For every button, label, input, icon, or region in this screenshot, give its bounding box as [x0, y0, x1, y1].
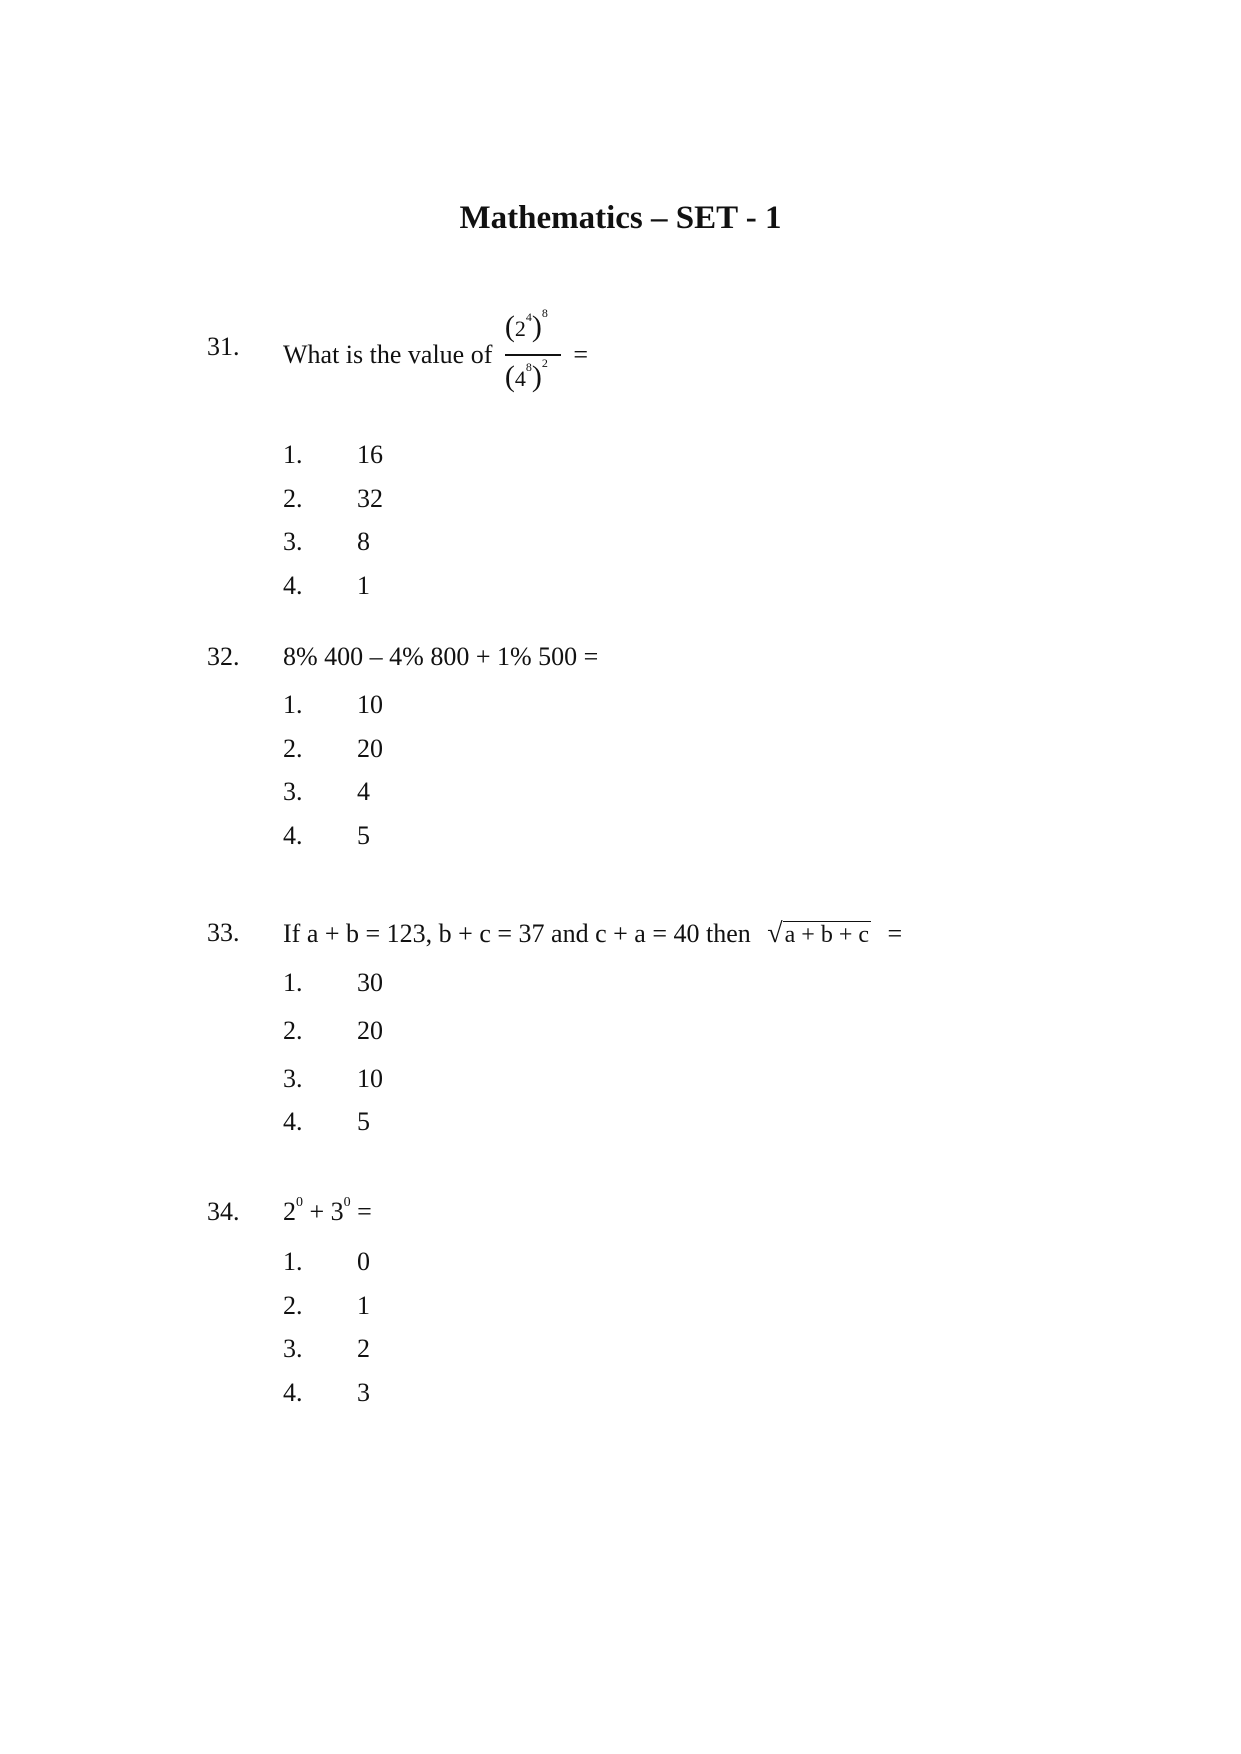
question-31: [207, 306, 1107, 614]
question-32: [207, 642, 1107, 864]
question-text: What is the value of $\frac{(2^4)^8}{(4^8)^2}$ =: [283, 310, 588, 400]
option-1[interactable]: 1. 16: [283, 440, 383, 469]
option-1[interactable]: 1. 30: [283, 968, 383, 997]
option-3[interactable]: 3. 10: [283, 1063, 383, 1093]
option-4[interactable]: 4. 5: [283, 1107, 370, 1136]
page-title: Mathematics – SET - 1: [459, 200, 782, 236]
option-3[interactable]: 3. 4: [283, 777, 370, 806]
fraction-bar: [505, 354, 561, 356]
option-1[interactable]: 1. 10: [283, 690, 383, 719]
question-33: [207, 918, 1107, 1151]
option-4[interactable]: 4. 1: [283, 570, 370, 600]
question-number: 34.: [207, 1197, 240, 1226]
option-4[interactable]: 4. 5: [283, 820, 370, 850]
question-text: If a + b = 123, b + c = 37 and c + a = 40 then √a + b + c =: [283, 918, 903, 949]
question-text: 8% 400 – 4% 800 + 1% 500 =: [283, 642, 599, 671]
question-number: 32.: [207, 642, 240, 671]
question-text: $2^0 + 3^0$ =: [283, 1195, 372, 1226]
sqrt-icon: √: [767, 918, 783, 949]
question-34: [207, 1197, 1107, 1421]
question-number: 31.: [207, 332, 240, 361]
option-3[interactable]: 3. 8: [283, 527, 370, 556]
option-4[interactable]: 4. 3: [283, 1377, 370, 1407]
option-2[interactable]: 2. 32: [283, 483, 383, 513]
option-2[interactable]: 2. 20: [283, 733, 383, 763]
question-number: 33.: [207, 918, 240, 947]
option-2[interactable]: 2. 1: [283, 1290, 370, 1320]
option-1[interactable]: 1. 0: [283, 1247, 370, 1276]
option-3[interactable]: 3. 2: [283, 1334, 370, 1363]
square-root-expression: √a + b + c: [767, 918, 870, 949]
fraction-numerator: $(2^4)^8$: [504, 306, 548, 343]
fraction-expression: [504, 306, 561, 400]
fraction-denominator: $(4^8)^2$: [504, 356, 548, 393]
option-2[interactable]: 2. 20: [283, 1015, 383, 1045]
